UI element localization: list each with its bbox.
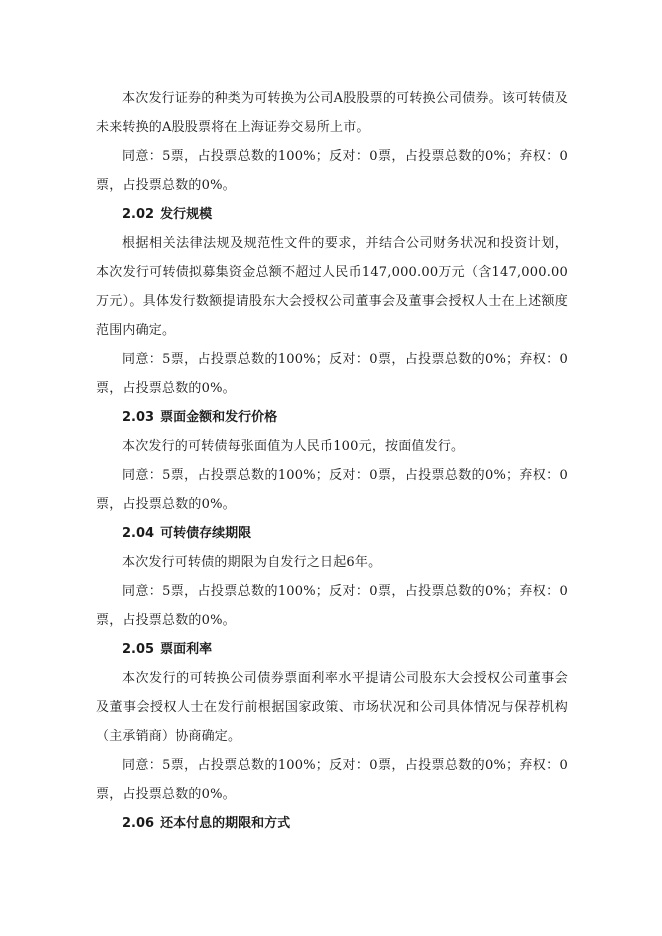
section-heading-2-02 <box>96 200 568 229</box>
section-vote-result: 同意：5票，占投票总数的100%；反对：0票，占投票总数的0%；弃权：0票，占投票总数的0%。 <box>96 468 568 512</box>
section-vote-result: 同意：5票，占投票总数的100%；反对：0票，占投票总数的0%；弃权：0票，占投票总数的0%。 <box>96 758 568 802</box>
section-heading-2-05 <box>96 635 568 664</box>
section-number: 2.04 <box>122 526 155 541</box>
section-heading-2-04 <box>96 519 568 548</box>
section-vote-result: 同意：5票，占投票总数的100%；反对：0票，占投票总数的0%；弃权：0票，占投票总数的0%。 <box>96 352 568 396</box>
section-heading-2-06 <box>96 809 568 838</box>
section-paragraph: 本次发行可转债的期限为自发行之日起6年。 <box>122 555 382 570</box>
section-paragraph: 根据相关法律法规及规范性文件的要求，并结合公司财务状况和投资计划，本次发行可转债拟募集资金总额不超过人民币147,000.00万元（含147,000.00万元）。具体发行数额提请股东大会授权公司董事会及董事会授权人士在上述额度范围内确定。 <box>96 236 568 338</box>
section-heading-2-03 <box>96 403 568 432</box>
section-paragraph: 本次发行的可转换公司债券票面利率水平提请公司股东大会授权公司董事会及董事会授权人士在发行前根据国家政策、市场状况和公司具体情况与保荐机构（主承销商）协商确定。 <box>96 671 568 744</box>
section-vote-result: 同意：5票，占投票总数的100%；反对：0票，占投票总数的0%；弃权：0票，占投票总数的0%。 <box>96 584 568 628</box>
section-title: 还本付息的期限和方式 <box>160 816 291 831</box>
section-paragraph: 本次发行的可转债每张面值为人民币100元，按面值发行。 <box>122 439 465 454</box>
section-number: 2.02 <box>122 207 155 222</box>
section-title: 可转债存续期限 <box>160 526 252 541</box>
intro-vote-result: 同意：5票，占投票总数的100%；反对：0票，占投票总数的0%；弃权：0票，占投票总数的0%。 <box>96 149 568 193</box>
section-number: 2.03 <box>122 410 155 425</box>
section-number: 2.06 <box>122 816 155 831</box>
intro-paragraph: 本次发行证券的种类为可转换为公司A股股票的可转换公司债券。该可转债及未来转换的A股股票将在上海证券交易所上市。 <box>96 91 568 135</box>
document-page <box>96 84 568 838</box>
section-title: 票面利率 <box>160 642 213 657</box>
section-title: 发行规模 <box>160 207 213 222</box>
section-title: 票面金额和发行价格 <box>160 410 278 425</box>
section-number: 2.05 <box>122 642 155 657</box>
